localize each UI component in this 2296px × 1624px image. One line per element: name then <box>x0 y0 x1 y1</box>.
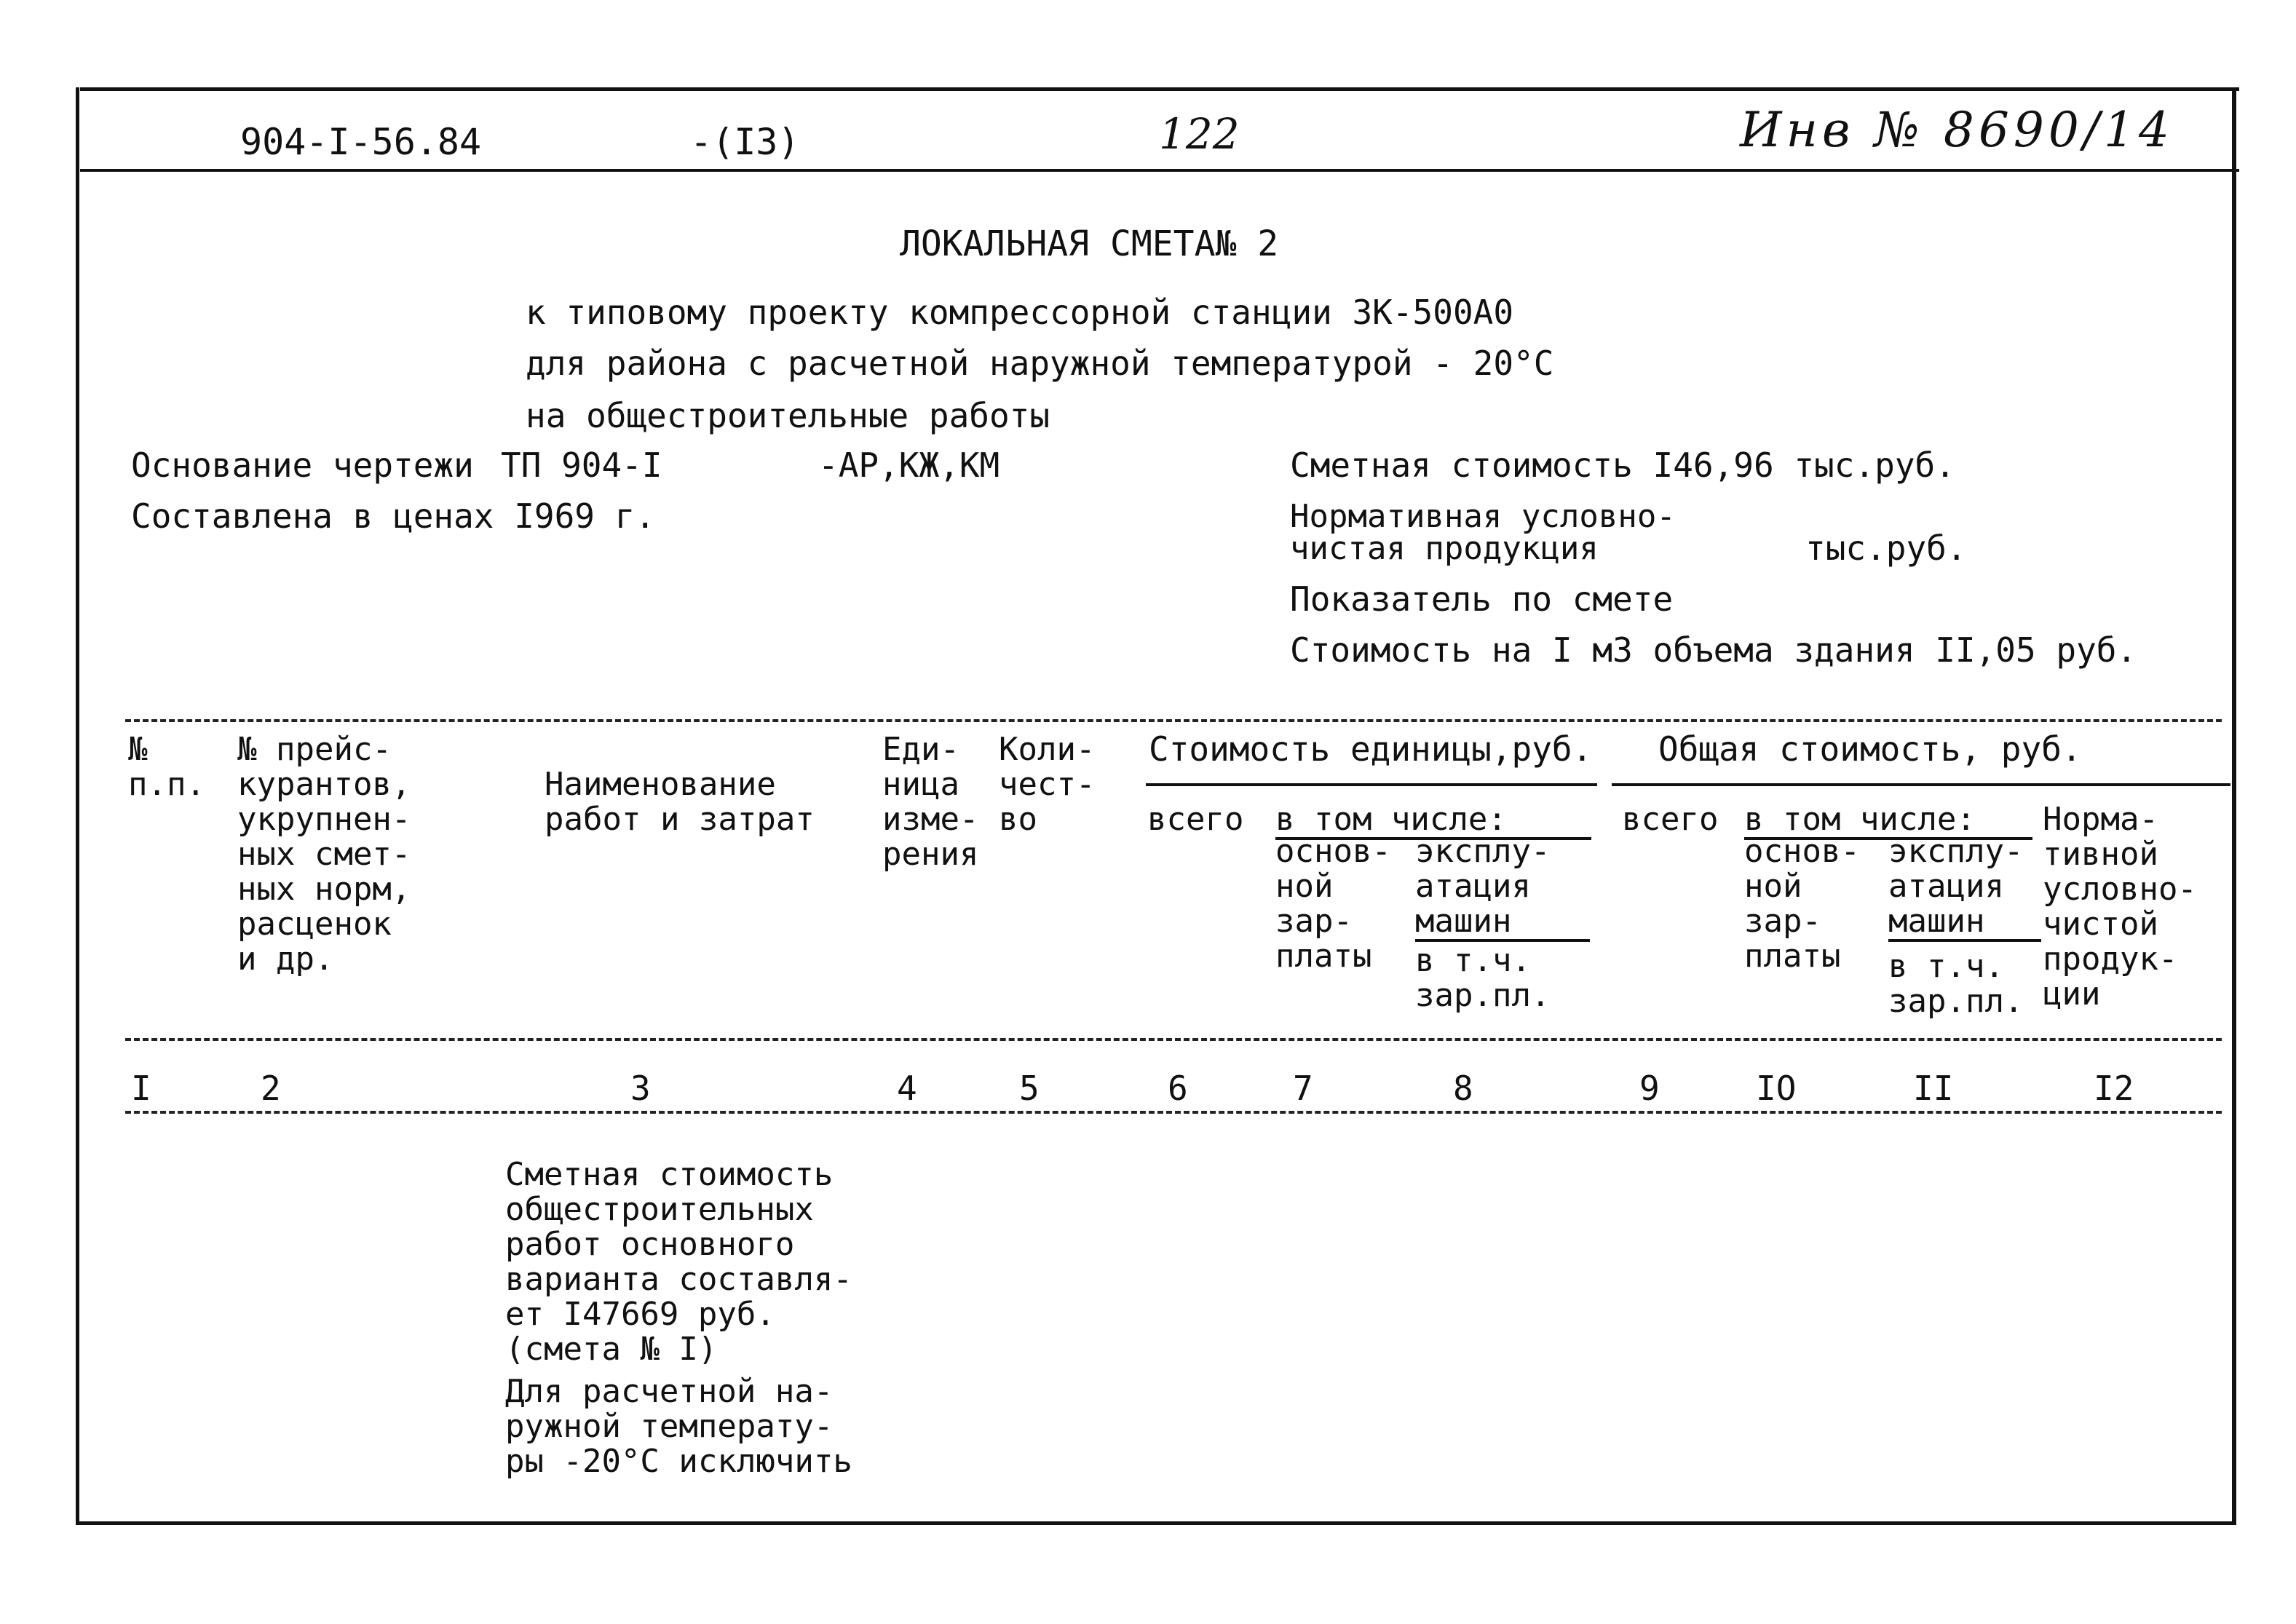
col-num-9: 9 <box>1639 1069 1660 1108</box>
table-head-bottom-rule <box>125 1038 2222 1041</box>
inventory-number: Инв № 8690/14 <box>1740 102 2174 158</box>
estimate-title: ЛОКАЛЬНАЯ СМЕТА№ 2 <box>900 223 1279 264</box>
col-num-1: I <box>131 1069 151 1108</box>
frame-top <box>80 87 2239 91</box>
title-line-2: для района с расчетной наружной температурой - 20°С <box>526 344 1554 383</box>
col-num-7: 7 <box>1293 1069 1313 1108</box>
cost-per-m3: Стоимость на I м3 объема здания II,05 руб. <box>1290 630 2137 670</box>
table-numbers-rule <box>125 1111 2222 1114</box>
unit-machines-wage-header: в т.ч. зар.пл. <box>1415 942 1551 1014</box>
col-num-11: II <box>1913 1069 1954 1108</box>
col-num-3: 3 <box>630 1069 651 1108</box>
total-wage-header: основ- ной зар- платы <box>1744 833 1860 975</box>
total-incl-header: в том числе: <box>1744 802 2032 840</box>
col-num-10: IO <box>1756 1069 1797 1108</box>
unit-incl-header: в том числе: <box>1275 802 1591 840</box>
prices-year: Составлена в ценах I969 г. <box>131 496 656 536</box>
note-exclude: Для расчетной на- ружной температу- ры -20°С исключить <box>505 1373 852 1480</box>
col-num-8: 8 <box>1453 1069 1473 1108</box>
estimate-indicator: Показатель по смете <box>1290 579 1674 619</box>
basis-suffix: -АР,КЖ,КМ <box>818 445 1000 485</box>
unit-total-header: всего <box>1147 801 1244 838</box>
col-num-5: 5 <box>1019 1069 1040 1108</box>
basis-label: Основание чертежи <box>131 445 474 485</box>
group-unit-cost: Стоимость единицы,руб. <box>1149 729 1593 769</box>
sheet-suffix: -(I3) <box>690 121 800 163</box>
basis-code: ТП 904-I <box>501 445 662 485</box>
col-number: № п.п. <box>128 731 205 803</box>
frame-left <box>76 87 79 1525</box>
col-quantity: Коли- чест- во <box>999 731 1096 838</box>
title-line-1: к типовому проекту компрессорной станции ЗК-500А0 <box>526 293 1514 332</box>
project-code: 904-I-56.84 <box>240 121 482 163</box>
normative-line-2: чистая продукция <box>1290 530 1599 567</box>
frame-header-divider <box>80 169 2239 172</box>
table-top-rule <box>125 719 2222 722</box>
col-num-6: 6 <box>1168 1069 1188 1108</box>
unit-machines-header: эксплу- атация машин <box>1415 834 1590 942</box>
col-works-name: Наименование работ и затрат <box>545 766 815 838</box>
total-group-rule <box>1612 783 2230 786</box>
col-normative-output: Норма- тивной условно- чистой продук- ции <box>2043 801 2197 1013</box>
note-base-cost: Сметная стоимость общестроительных работ основного варианта составля- ет I47669 руб. (смета № I) <box>505 1156 852 1368</box>
col-num-12: I2 <box>2094 1069 2134 1108</box>
unit-wage-header: основ- ной зар- платы <box>1275 833 1391 975</box>
unit-group-rule <box>1146 783 1597 786</box>
total-machines-wage-header: в т.ч. зар.пл. <box>1888 948 2024 1020</box>
total-total-header: всего <box>1622 801 1719 838</box>
page-number: 122 <box>1159 109 1240 159</box>
group-total-cost: Общая стоимость, руб. <box>1658 729 2082 769</box>
col-num-4: 4 <box>897 1069 917 1108</box>
estimated-cost: Сметная стоимость I46,96 тыс.руб. <box>1290 445 1955 485</box>
col-num-2: 2 <box>261 1069 281 1108</box>
col-unit: Еди- ница изме- рения <box>882 731 979 873</box>
total-machines-header: эксплу- атация машин <box>1888 834 2041 942</box>
col-pricelist: № прейс- курантов, укрупнен- ных смет- ных норм, расценок и др. <box>237 731 411 978</box>
frame-right <box>2232 87 2236 1525</box>
frame-bottom <box>76 1521 2235 1525</box>
normative-unit: тыс.руб. <box>1805 528 1967 568</box>
title-line-3: на общестроительные работы <box>526 396 1050 435</box>
normative-line-1: Нормативная условно- <box>1290 498 1676 535</box>
